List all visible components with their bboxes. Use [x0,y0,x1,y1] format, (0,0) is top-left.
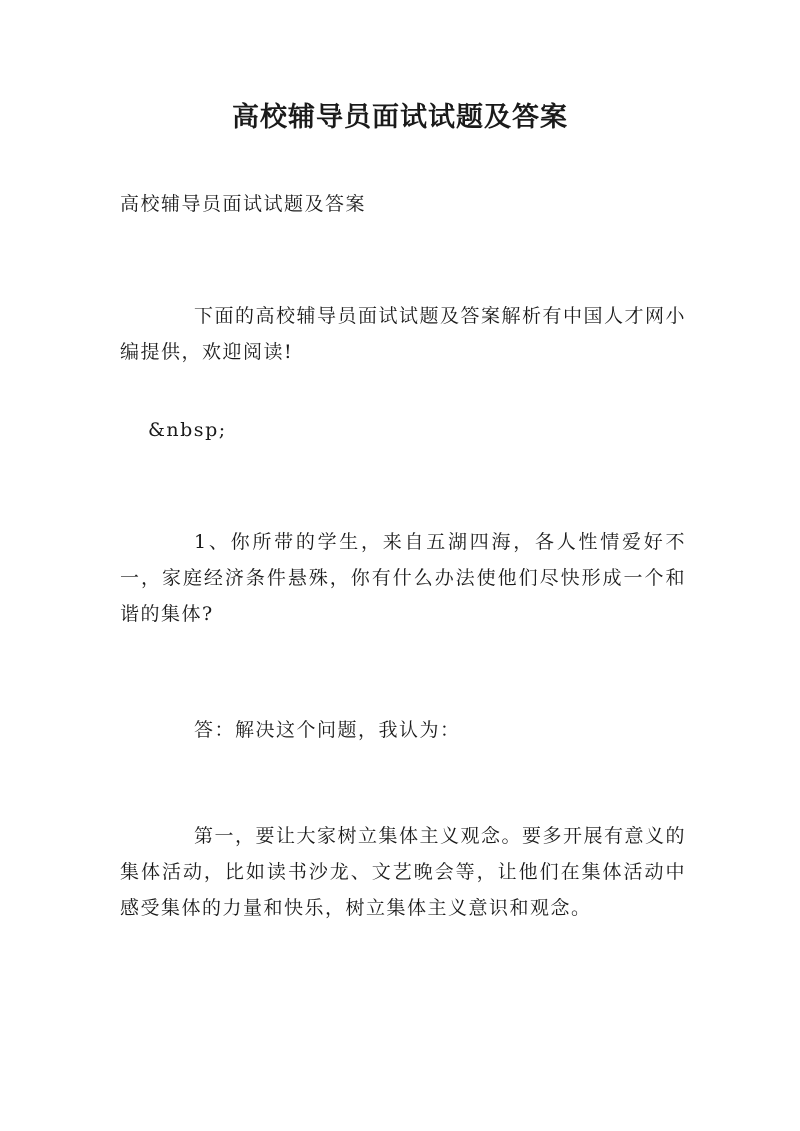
answer-heading-paragraph: 答：解决这个问题，我认为： [194,719,461,741]
document-subtitle: 高校辅导员面试试题及答案 [120,193,367,215]
question-1-paragraph: 1、你所带的学生，来自五湖四海，各人性情爱好不一，家庭经济条件悬殊，你有什么办法使他们尽快形成一个和谐的集体? [120,531,686,625]
answer-point-1-paragraph: 第一，要让大家树立集体主义观念。要多开展有意义的集体活动，比如读书沙龙、文艺晚会等，让他们在集体活动中感受集体的力量和快乐，树立集体主义意识和观念。 [120,825,687,919]
document-title: 高校辅导员面试试题及答案 [232,102,568,133]
intro-paragraph: 下面的高校辅导员面试试题及答案解析有中国人才网小编提供，欢迎阅读! [120,305,687,363]
nbsp-text: &nbsp; [148,419,227,441]
